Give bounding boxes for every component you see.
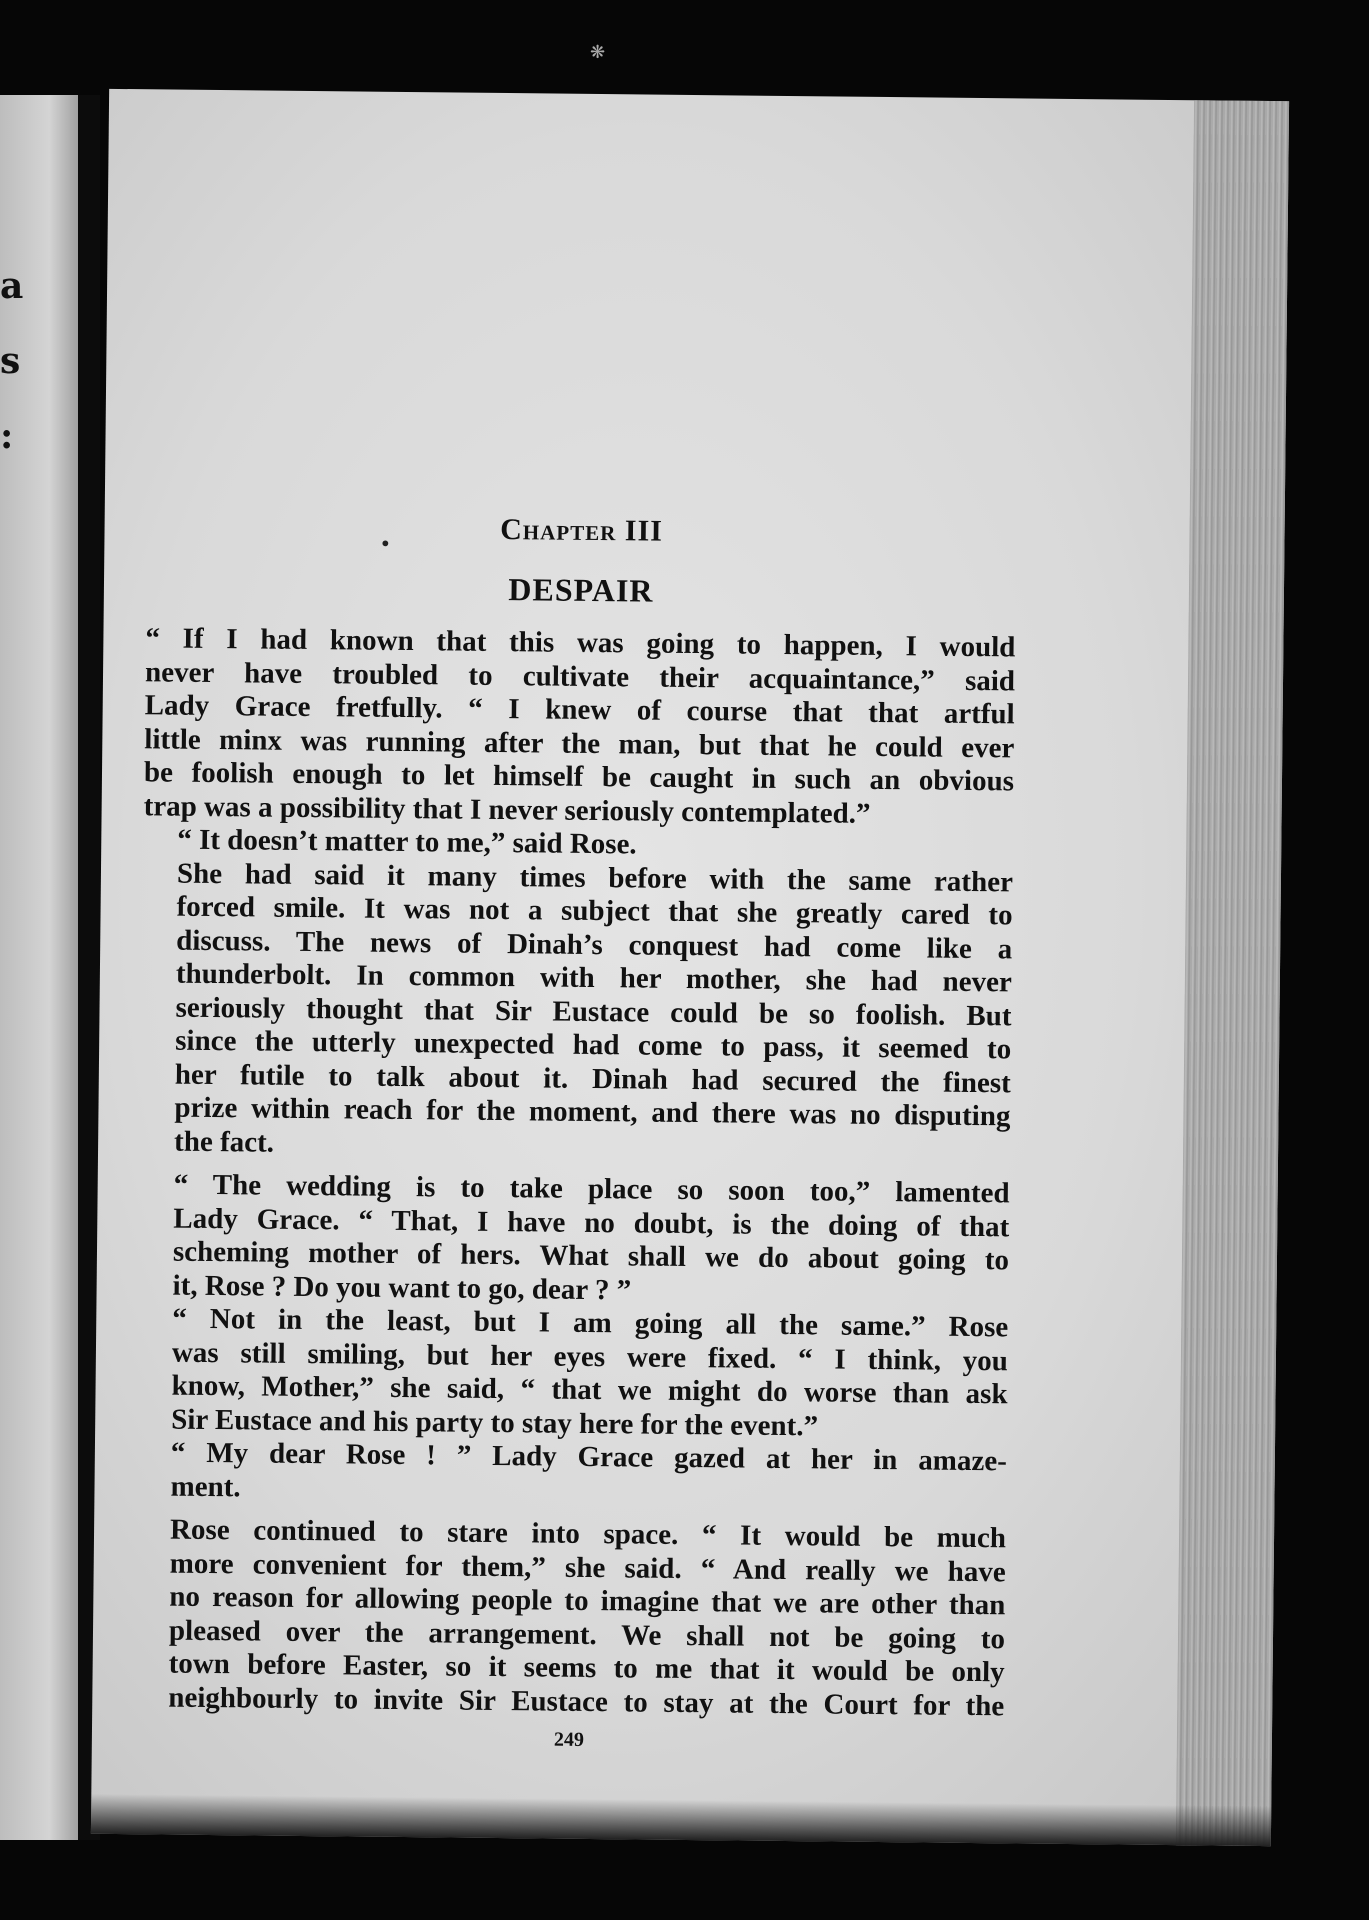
text-line: know, Mother,” she said, “ that we might do worse than ask: [171, 1369, 1008, 1411]
text-line: Lady Grace. “ That, I have no doubt, is the doing of that: [173, 1202, 1010, 1243]
text-line: trap was a possibility that I never seriously contemplated.”: [143, 789, 871, 830]
paragraph: [140, 857, 1013, 1168]
text-line: “ The wedding is to take place so soon too,” lamented: [173, 1168, 1010, 1210]
text-line: it, Rose ? Do you want to go, dear ? ”: [172, 1269, 632, 1306]
text-line: scheming mother of hers. What shall we do about going to: [172, 1235, 1010, 1277]
paragraph: [143, 622, 1015, 832]
chapter-label: Chapter III: [500, 512, 664, 548]
text-line: discuss. The news of Dinah’s conquest had come like a: [176, 924, 1013, 965]
text-line: “ It doesn’t matter to me,” said Rose.: [177, 823, 637, 861]
text-line: since the utterly unexpected had come to pass, it seemed to: [175, 1024, 1012, 1066]
book-page: [91, 89, 1289, 1846]
text-line: town before Easter, so it seems to me that it would be only: [168, 1647, 1005, 1689]
left-page-fragment: a: [0, 265, 24, 307]
paragraph: [136, 1436, 1007, 1512]
text-line: no reason for allowing people to imagine that we are other than: [169, 1580, 1006, 1622]
text-line: the fact.: [173, 1125, 275, 1159]
text-line: “ If I had known that this was going to happen, I would: [145, 622, 1016, 664]
text-line: her futile to talk about it. Dinah had secured the finest: [174, 1058, 1011, 1099]
text-line: pleased over the arrangement. We shall not be going to: [168, 1614, 1006, 1655]
text-line: more convenient for them,” she said. “ And really we have: [169, 1547, 1006, 1588]
chapter-title: DESPAIR: [508, 571, 654, 609]
page-number: 249: [553, 1728, 585, 1751]
text-line: was still smiling, but her eyes were fixed. “ I think, you: [171, 1336, 1009, 1377]
text-line: never have troubled to cultivate their acquaintance,” said: [144, 655, 1016, 697]
ink-speck: •: [379, 531, 392, 556]
left-page-fragment: :: [0, 415, 14, 457]
text-line: be foolish enough to let himself be caught in such an obvious: [143, 756, 1015, 798]
text-line: “ Not in the least, but I am going all the same.” Rose: [172, 1302, 1009, 1344]
page-bottom-shadow: [91, 1794, 1271, 1846]
text-line: prize within reach for the moment, and there was no disputing: [174, 1091, 1011, 1133]
text-line: neighbourly to invite Sir Eustace to stay at the Court for the: [168, 1681, 1005, 1722]
text-line: little minx was running after the man, but that he could ever: [144, 722, 1015, 764]
paragraph: [137, 1302, 1008, 1445]
text-line: Rose continued to stare into space. “ It would be much: [169, 1513, 1007, 1555]
text-line: She had said it many times before with the same rather: [176, 857, 1014, 898]
text-line: ment.: [170, 1470, 241, 1503]
scan-speck: ❋: [590, 42, 606, 63]
left-page-edge: [0, 95, 82, 1840]
paragraph: [134, 1513, 1006, 1723]
paragraph: [138, 1168, 1009, 1311]
text-line: Lady Grace fretfully. “ I knew of course that that artful: [144, 689, 1015, 731]
text-line: Sir Eustace and his party to stay here for the event.”: [171, 1403, 819, 1442]
text-line: “ My dear Rose ! ” Lady Grace gazed at her in amaze-: [170, 1436, 1008, 1478]
text-line: forced smile. It was not a subject that she greatly cared to: [176, 890, 1013, 932]
page-fore-edge: [1176, 100, 1289, 1846]
text-line: seriously thought that Sir Eustace could be so foolish. But: [175, 991, 1012, 1032]
page-text-block: [134, 509, 1017, 1756]
text-line: thunderbolt. In common with her mother, she had never: [175, 957, 1013, 999]
left-page-fragment: s: [0, 340, 21, 382]
